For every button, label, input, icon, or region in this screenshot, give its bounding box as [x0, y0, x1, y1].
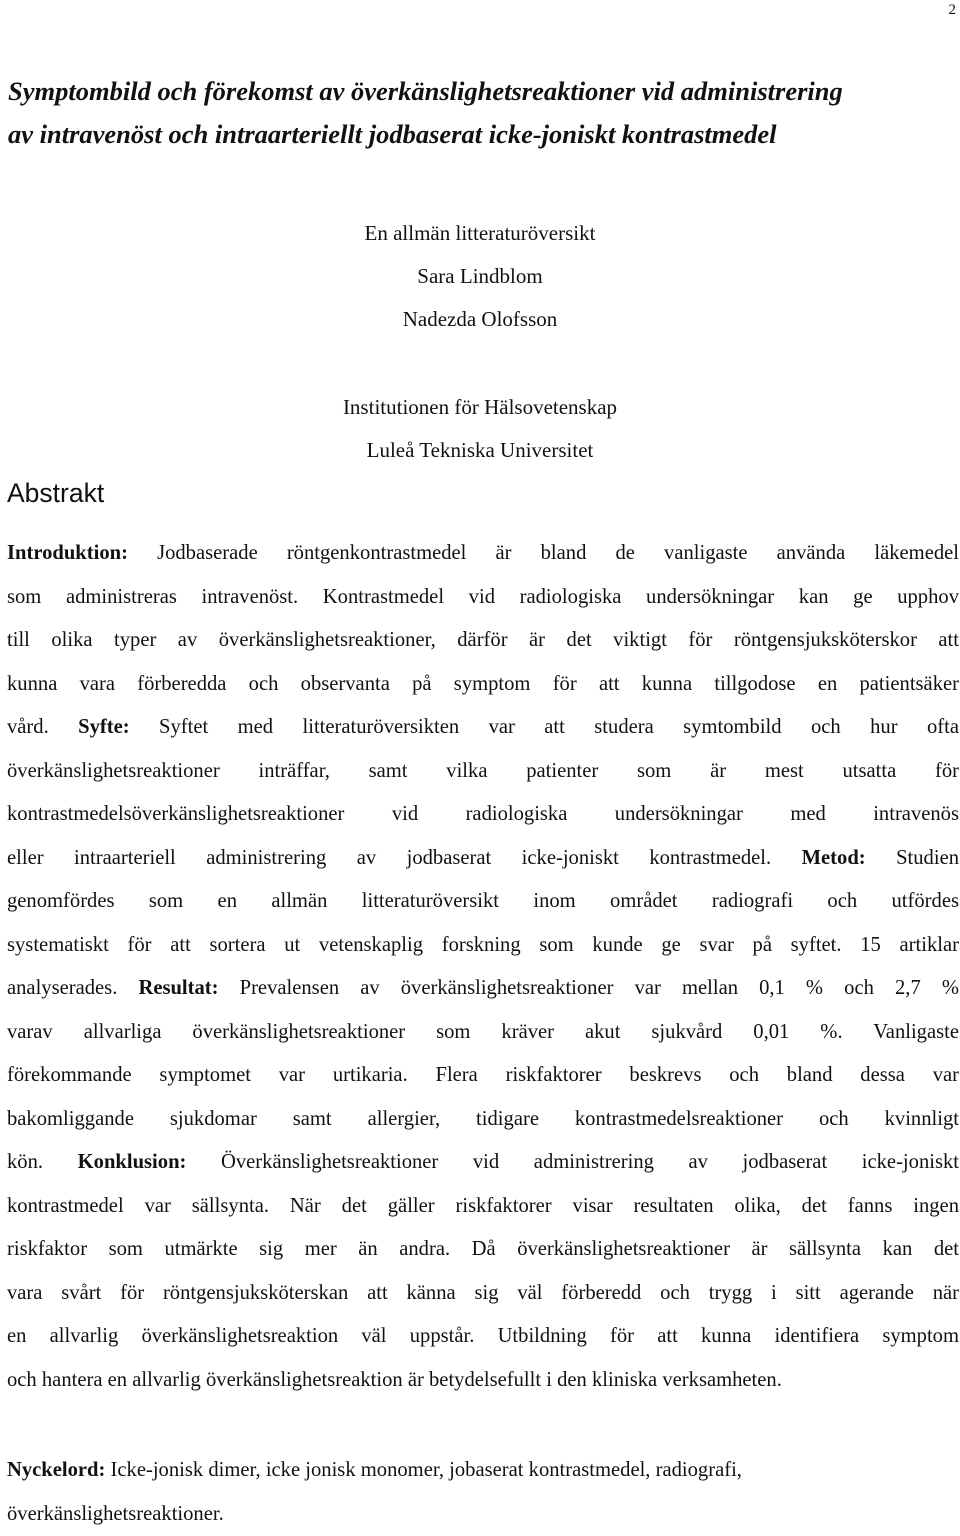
abstract-line	[7, 576, 959, 620]
abstract-text: överkänslighetsreaktioner inträffar, samt vilka patienter som är mest utsatta för	[7, 760, 959, 782]
abstract-text: eller intraarteriell administrering av jodbaserat icke-joniskt kontrastmedel.	[7, 847, 802, 869]
paper-title	[8, 70, 948, 156]
title-line-1: Symptombild och förekomst av överkänslighetsreaktioner vid administrering	[8, 70, 948, 113]
author-2: Nadezda Olofsson	[0, 298, 960, 341]
abstract-text: och hantera en allvarlig överkänslighetsreaktion är betydelsefullt i den kliniska verksamheten.	[7, 1369, 782, 1391]
page-number: 2	[949, 2, 957, 19]
abstract-text: en allvarlig överkänslighetsreaktion väl uppstår. Utbildning för att kunna identifiera symptom	[7, 1325, 959, 1347]
abstract-line	[7, 793, 959, 837]
abstract-text: genomfördes som en allmän litteraturöversikt inom området radiografi och utfördes	[7, 890, 959, 912]
abstract-text: kontrastmedel var sällsynta. När det gäller riskfaktorer visar resultaten olika, det fanns ingen	[7, 1195, 959, 1217]
abstract-line	[7, 1054, 959, 1098]
abstract-text: Överkänslighetsreaktioner vid administrering av jodbaserat icke-joniskt	[186, 1151, 959, 1173]
university: Luleå Tekniska Universitet	[0, 429, 960, 472]
abstract-text: kunna vara förberedda och observanta på symptom för att kunna tillgodose en patientsäker	[7, 673, 959, 695]
abstract-line	[7, 1098, 959, 1142]
abstract-line	[7, 837, 959, 881]
abstract-body	[7, 532, 959, 1402]
section-label: Metod:	[802, 847, 866, 869]
abstract-line	[7, 1011, 959, 1055]
abstract-line	[7, 1315, 959, 1359]
section-label: Konklusion:	[78, 1151, 187, 1173]
abstract-line	[7, 706, 959, 750]
abstract-line	[7, 1272, 959, 1316]
section-label: Introduktion:	[7, 542, 128, 564]
abstract-text: Studien	[866, 847, 959, 869]
keywords-text: Icke-jonisk dimer, icke jonisk monomer, jobaserat kontrastmedel, radiografi,	[105, 1459, 742, 1481]
abstract-text: Prevalensen av överkänslighetsreaktioner var mellan 0,1 % och 2,7 %	[219, 977, 959, 999]
abstract-text: analyserades.	[7, 977, 138, 999]
subtitle: En allmän litteraturöversikt	[0, 212, 960, 255]
abstract-text: till olika typer av överkänslighetsreaktioner, därför är det viktigt för röntgensjuksköterskor att	[7, 629, 959, 651]
keywords-line-1	[7, 1449, 957, 1493]
abstract-line	[7, 750, 959, 794]
abstract-line	[7, 1141, 959, 1185]
abstract-line	[7, 1359, 959, 1403]
abstract-line	[7, 1185, 959, 1229]
abstract-line	[7, 967, 959, 1011]
author-block	[0, 212, 960, 341]
abstract-text: förekommande symptomet var urtikaria. Flera riskfaktorer beskrevs och bland dessa var	[7, 1064, 959, 1086]
keywords	[7, 1449, 957, 1536]
abstract-line	[7, 532, 959, 576]
section-label: Resultat:	[138, 977, 218, 999]
abstract-text: riskfaktor som utmärkte sig mer än andra. Då överkänslighetsreaktioner är sällsynta kan det	[7, 1238, 959, 1260]
author-1: Sara Lindblom	[0, 255, 960, 298]
title-line-2: av intravenöst och intraarteriellt jodbaserat icke-joniskt kontrastmedel	[8, 113, 948, 156]
abstract-line	[7, 663, 959, 707]
abstract-text: vård.	[7, 716, 78, 738]
abstract-text: som administreras intravenöst. Kontrastmedel vid radiologiska undersökningar kan ge upphov	[7, 586, 959, 608]
abstract-heading: Abstrakt	[7, 478, 104, 509]
abstract-text: systematiskt för att sortera ut vetenskaplig forskning som kunde ge svar på syftet. 15 artiklar	[7, 934, 959, 956]
abstract-text: vara svårt för röntgensjuksköterskan att känna sig väl förberedd och trygg i sitt agerande när	[7, 1282, 959, 1304]
abstract-line	[7, 619, 959, 663]
abstract-text: Jodbaserade röntgenkontrastmedel är bland de vanligaste använda läkemedel	[128, 542, 959, 564]
abstract-line	[7, 880, 959, 924]
affiliation-block	[0, 386, 960, 472]
abstract-line	[7, 924, 959, 968]
abstract-line	[7, 1228, 959, 1272]
abstract-text: bakomliggande sjukdomar samt allergier, tidigare kontrastmedelsreaktioner och kvinnligt	[7, 1108, 959, 1130]
institution: Institutionen för Hälsovetenskap	[0, 386, 960, 429]
abstract-text: kontrastmedelsöverkänslighetsreaktioner vid radiologiska undersökningar med intravenös	[7, 803, 959, 825]
keywords-label: Nyckelord:	[7, 1459, 105, 1481]
abstract-text: Syftet med litteraturöversikten var att studera symtombild och hur ofta	[130, 716, 959, 738]
abstract-text: varav allvarliga överkänslighetsreaktioner som kräver akut sjukvård 0,01 %. Vanligaste	[7, 1021, 959, 1043]
keywords-line-2: överkänslighetsreaktioner.	[7, 1493, 957, 1536]
abstract-text: kön.	[7, 1151, 78, 1173]
section-label: Syfte:	[78, 716, 129, 738]
